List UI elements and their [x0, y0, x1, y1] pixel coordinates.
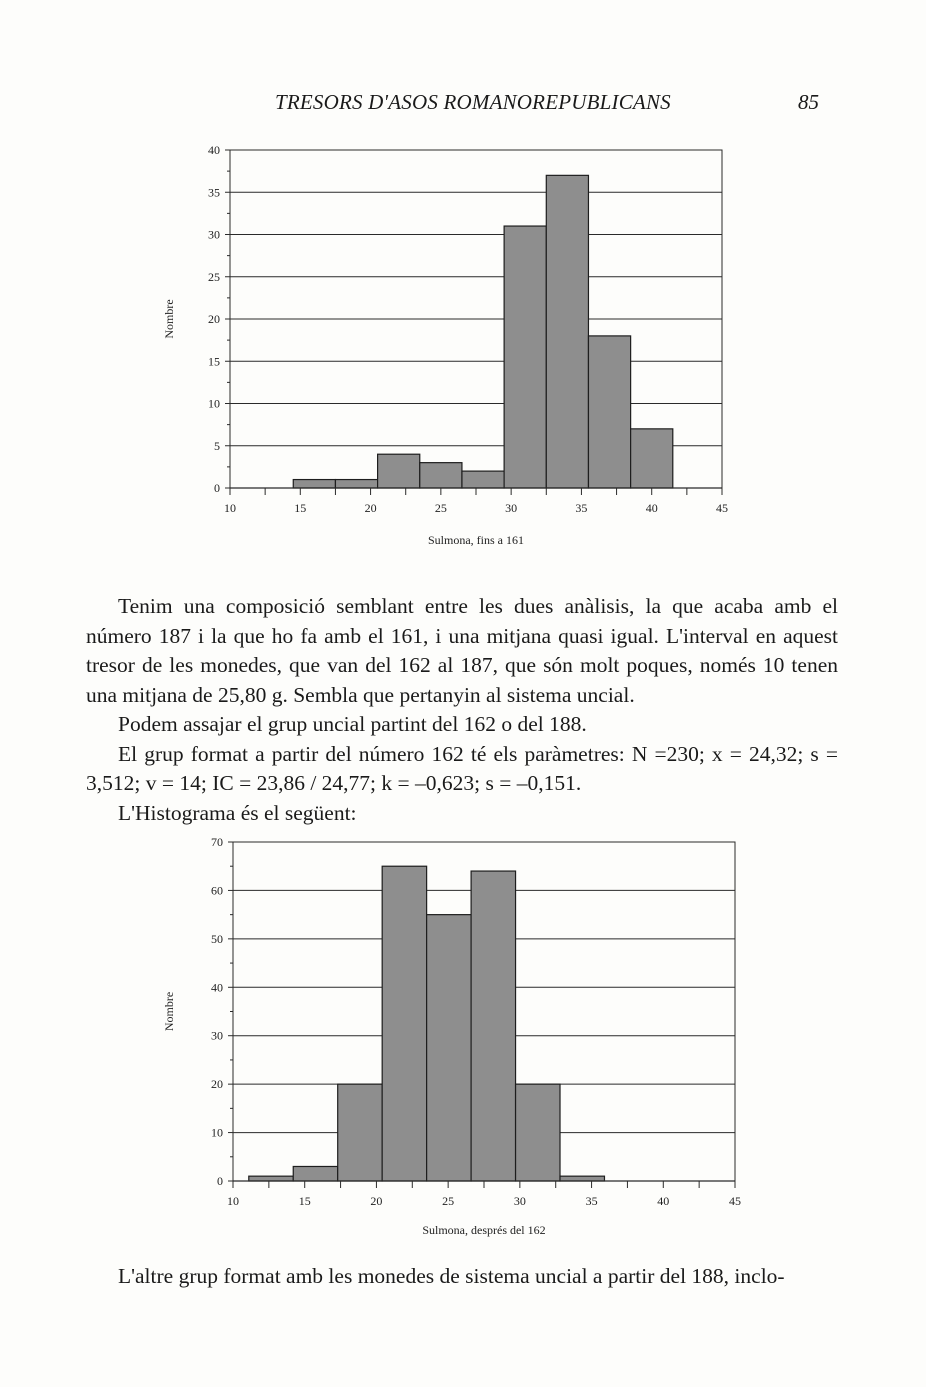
histogram-bar — [420, 463, 462, 488]
histogram-bar — [588, 336, 630, 488]
x-tick-label: 30 — [505, 501, 518, 515]
x-axis-title: Sulmona, fins a 161 — [428, 533, 524, 547]
y-tick-label: 20 — [208, 312, 220, 326]
histogram-despres-162 — [0, 820, 926, 1250]
y-axis-title: Nombre — [162, 299, 176, 339]
x-tick-label: 20 — [370, 1194, 383, 1208]
histogram-fins-161 — [0, 130, 926, 560]
x-tick-label: 35 — [585, 1194, 598, 1208]
paragraph-next-group: L'altre grup format amb les monedes de sistema uncial a partir del 188, inclo- — [118, 1264, 785, 1288]
x-tick-label: 35 — [575, 501, 588, 515]
x-tick-label: 10 — [224, 501, 236, 515]
paragraph-composition: Tenim una composició semblant entre les dues anàlisis, la que acaba amb el número 187 i la que ho fa amb el 161, i una mitjana quasi igual. L'interval en aquest tresor de les monedes, que van del 162 al 187, que són molt poques, només 10 tenen una mitjana de 25,80 g. Sembla que pertanyin al sistema uncial. — [86, 594, 838, 707]
y-tick-label: 50 — [211, 931, 223, 946]
histogram-bar — [382, 866, 426, 1181]
x-tick-label: 25 — [442, 1194, 455, 1208]
y-tick-label: 35 — [208, 185, 220, 200]
histogram-bar — [293, 480, 335, 488]
y-tick-label: 5 — [214, 438, 220, 453]
histogram-bar — [462, 471, 504, 488]
y-tick-label: 20 — [211, 1077, 223, 1092]
x-tick-label: 15 — [294, 501, 307, 515]
y-tick-label: 30 — [208, 227, 220, 242]
histogram-bar — [560, 1176, 604, 1181]
x-tick-label: 45 — [729, 1194, 741, 1208]
histogram-bar — [293, 1166, 337, 1181]
y-axis-title: Nombre — [162, 991, 176, 1032]
histogram-bar — [516, 1084, 560, 1181]
x-axis-title: Sulmona, després del 162 — [422, 1223, 546, 1237]
x-tick-label: 40 — [645, 501, 658, 515]
x-tick-label: 25 — [434, 501, 447, 515]
y-tick-label: 30 — [211, 1028, 223, 1043]
running-head: TRESORS D'ASOS ROMANOREPUBLICANS — [275, 90, 671, 114]
paragraph-parameters: El grup format a partir del número 162 té els paràmetres: N =230; x = 24,32; s = 3,512; v = 14; IC = 23,86 / 24,77; k = –0,623; s = –0,151. — [86, 741, 838, 795]
y-tick-label: 60 — [211, 883, 223, 898]
x-tick-label: 30 — [513, 1194, 526, 1208]
histogram-bar — [378, 454, 420, 488]
y-tick-label: 0 — [214, 481, 220, 495]
y-tick-label: 10 — [211, 1125, 223, 1140]
x-tick-label: 20 — [364, 501, 377, 515]
y-tick-label: 10 — [208, 396, 220, 411]
x-tick-label: 45 — [716, 501, 728, 515]
y-tick-label: 0 — [217, 1174, 223, 1188]
histogram-bar — [249, 1176, 293, 1181]
histogram-bar — [338, 1084, 382, 1181]
histogram-bar — [471, 871, 515, 1181]
y-tick-label: 15 — [208, 354, 220, 369]
x-tick-label: 15 — [298, 1194, 311, 1208]
y-tick-label: 40 — [208, 143, 220, 157]
y-tick-label: 70 — [211, 835, 223, 849]
histogram-bar — [631, 429, 673, 488]
histogram-bar — [335, 480, 377, 488]
body-text — [86, 592, 838, 828]
page-number: 85 — [798, 90, 819, 114]
y-tick-label: 25 — [208, 269, 220, 284]
histogram-bar — [504, 226, 546, 488]
paragraph-uncial-group: Podem assajar el grup uncial partint del 162 o del 188. — [118, 712, 587, 736]
y-tick-label: 40 — [211, 980, 223, 995]
histogram-bar — [546, 175, 588, 488]
paragraph-histogram-intro: L'Histograma és el següent: — [118, 800, 357, 825]
histogram-bar — [427, 915, 471, 1181]
x-tick-label: 10 — [227, 1194, 239, 1208]
x-tick-label: 40 — [657, 1194, 670, 1208]
